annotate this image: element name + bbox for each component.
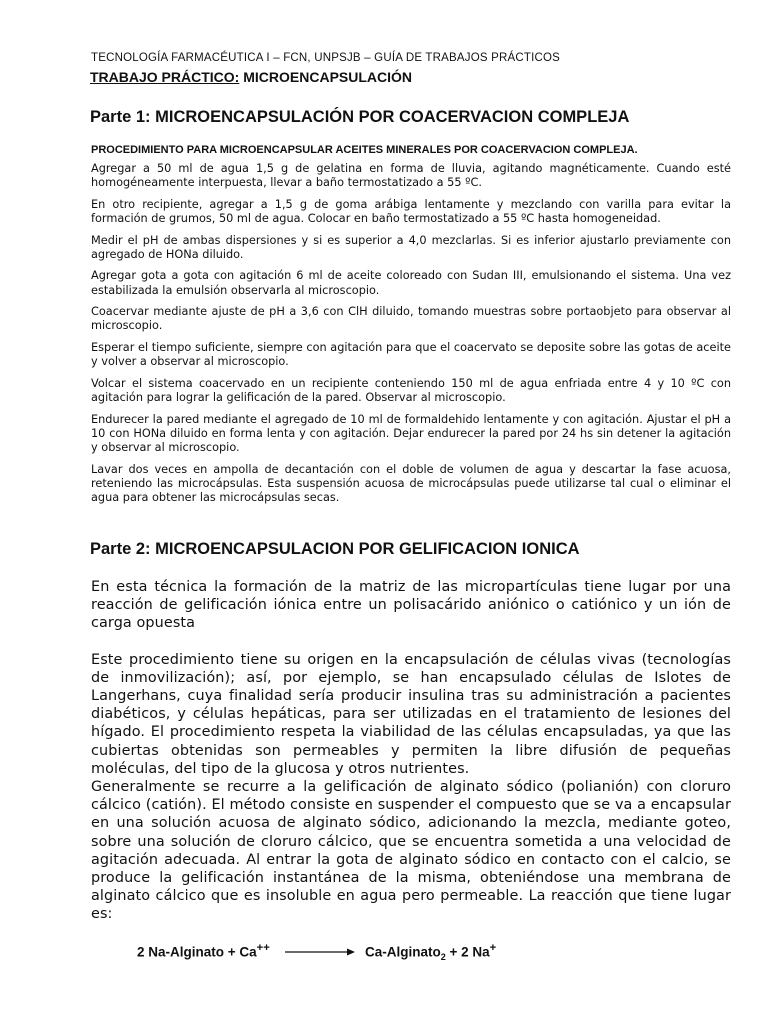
body-paragraph: Este procedimiento tiene su origen en la encapsulación de células vivas (tecnologías de inmovilización); así, por ejemplo, se han encapsulado células de Islotes de Langerhans, cuya finalidad sería producir insulina tras su administración a pacientes diabéticos, y células hepáticas, para ser utilizadas en el tratamiento de lesiones del hígado. El procedimiento respeta la viabilidad de las células encapsuladas, ya que las cubiertas obtenidas son permeables y permiten la libre difusión de pequeñas moléculas, del tipo de la glucosa y otros nutrientes. (91, 651, 731, 777)
reaction-reactants: 2 Na-Alginato + Ca++ (137, 942, 270, 960)
step-paragraph: Coacervar mediante ajuste de pH a 3,6 con ClH diluido, tomando muestras sobre portaobjeto para observar al microscopio. (91, 305, 731, 333)
step-paragraph: Lavar dos veces en ampolla de decantación con el doble de volumen de agua y descartar la fase acuosa, reteniendo las microcápsulas. Esta suspensión acuosa de microcápsulas puede utilizarse tal cual o eliminar el agua para obtener las microcápsulas secas. (91, 462, 731, 504)
step-paragraph: Agregar a 50 ml de agua 1,5 g de gelatina en forma de lluvia, agitando magnéticamente. Cuando esté homogéneamente interpuesta, llevar a baño termostatizado a 55 ºC. (91, 162, 731, 190)
step-paragraph: Endurecer la pared mediante el agregado de 10 ml de formaldehido lentamente y con agitación. Ajustar el pH a 10 con HONa diluido en forma lenta y con agitación. Dejar endurecer la pared por 24 hs sin detener la agitación y observar al microscopio. (91, 412, 731, 454)
chemical-reaction (137, 942, 557, 962)
practical-name: MICROENCAPSULACIÓN (239, 69, 413, 85)
part2-title: Parte 2: MICROENCAPSULACION POR GELIFICACION IONICA (90, 540, 580, 558)
body-paragraph: Generalmente se recurre a la gelificación de alginato sódico (polianión) con cloruro cálcico (catión). El método consiste en suspender el compuesto que se va a encapsular en una solución acuosa de alginato sódico, adicionando la mezcla, mediante goteo, sobre una solución de cloruro cálcico, que se encuentra sometida a una velocidad de agitación adecuada. Al entrar la gota de alginato sódico en contacto con el calcio, se produce la gelificación instantánea de la misma, obteniéndose una membrana de alginato cálcico que es insoluble en agua pero permeable. La reacción que tiene lugar es: (91, 779, 731, 923)
procedure-heading: PROCEDIMIENTO PARA MICROENCAPSULAR ACEITES MINERALES POR COACERVACION COMPLEJA. (91, 144, 638, 156)
step-paragraph: Volcar el sistema coacervado en un recipiente conteniendo 150 ml de agua enfriada entre 4 y 10 ºC con agitación para lograr la gelificación de la pared. Observar al microscopio. (91, 376, 731, 404)
step-paragraph: En otro recipiente, agregar a 1,5 g de goma arábiga lentamente y mezclando con varilla para evitar la formación de grumos, 50 ml de agua. Colocar en baño termostatizado a 55 ºC hasta homogeneidad. (91, 197, 731, 225)
sodium-charge: + (489, 942, 497, 954)
body-paragraph: En esta técnica la formación de la matriz de las micropartículas tiene lugar por una reacción de gelificación iónica entre un polisacárido aniónico o catiónico y un ión de carga opuesta (91, 579, 731, 632)
practical-label: TRABAJO PRÁCTICO: (90, 69, 240, 85)
alginate-subscript: 2 (440, 952, 446, 963)
step-paragraph: Esperar el tiempo suficiente, siempre con agitación para que el coacervato se deposite sobre las gotas de aceite y volver a observar al microscopio. (91, 340, 731, 369)
reaction-arrow-icon (285, 947, 355, 957)
part1-steps (91, 162, 731, 513)
part1-title: Parte 1: MICROENCAPSULACIÓN POR COACERVACION COMPLEJA (90, 108, 630, 126)
course-header: TECNOLOGÍA FARMACÉUTICA I – FCN, UNPSJB – GUÍA DE TRABAJOS PRÁCTICOS (91, 52, 561, 64)
reaction-products: Ca-Alginato$_2$ + 2 Na+ (365, 942, 497, 963)
part2-body (91, 578, 731, 924)
calcium-charge: ++ (256, 942, 270, 954)
step-paragraph: Medir el pH de ambas dispersiones y si es superior a 4,0 mezclarlas. Si es inferior ajustarlo previamente con agregado de HONa diluido. (91, 233, 731, 261)
practical-title (90, 69, 412, 85)
step-paragraph: Agregar gota a gota con agitación 6 ml de aceite coloreado con Sudan III, emulsionando el sistema. Una vez estabilizada la emulsión observarla al microscopio. (91, 269, 731, 297)
